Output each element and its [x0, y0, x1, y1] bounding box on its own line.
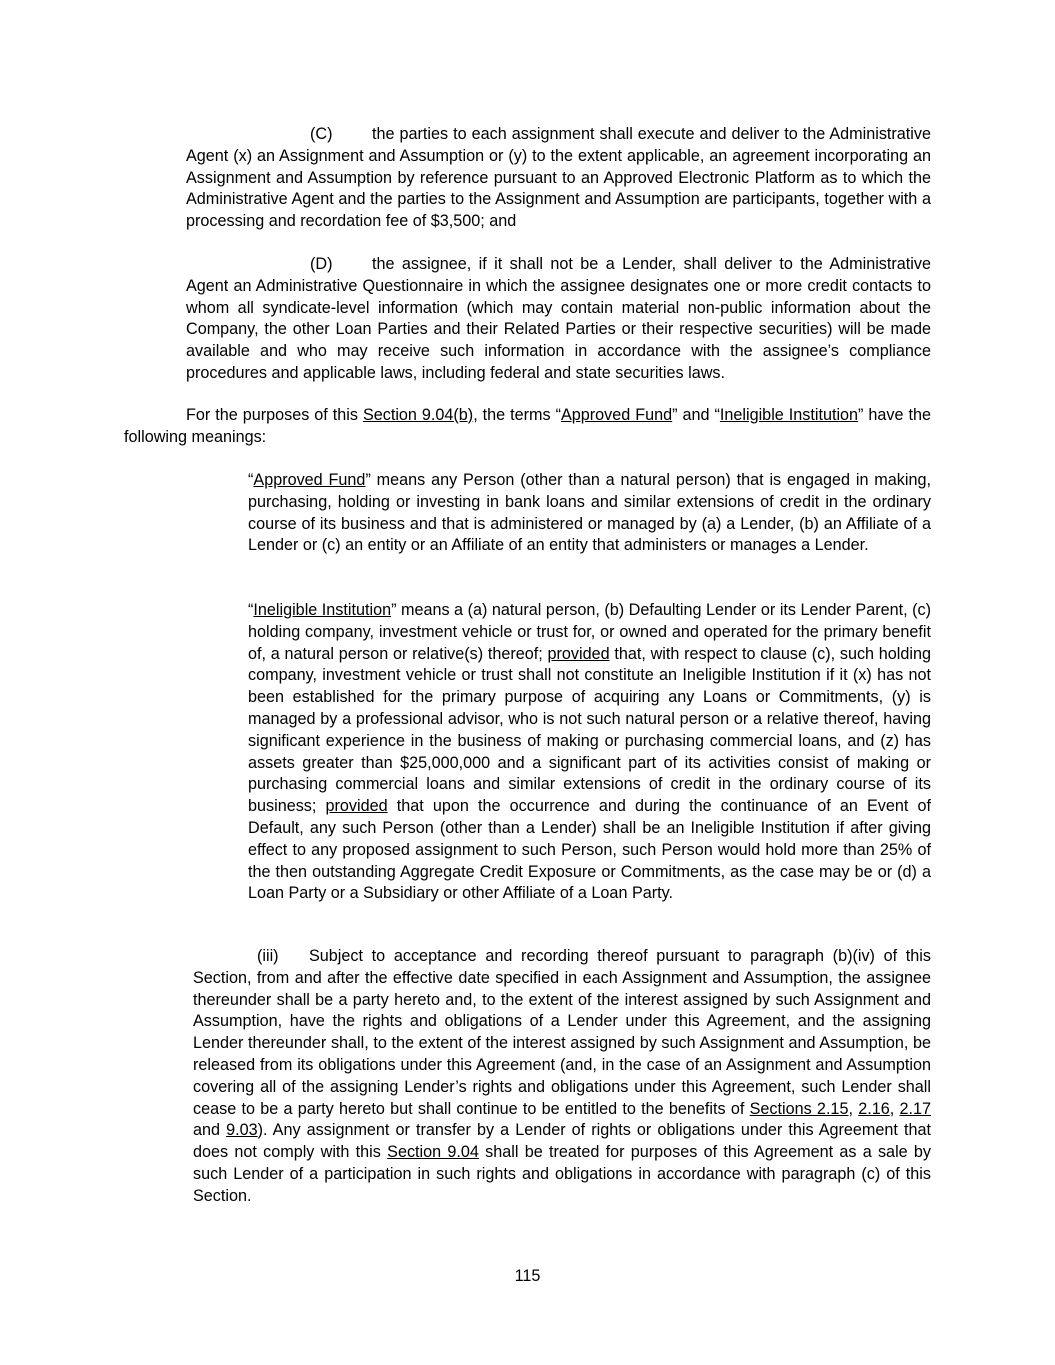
ref-2-17: 2.17 — [899, 1099, 932, 1118]
purposes-paragraph — [124, 405, 931, 449]
clause-iii-text3: shall be treated for purposes of this Agreement as a sale by such Lender of a participation in such rights and obligations in accordance with paragraph (c) of this Section. — [193, 1143, 932, 1205]
clause-iii-sep1: , — [848, 1099, 859, 1118]
purposes-pre: For the purposes of this — [186, 406, 363, 424]
def-ii-text2: that, with respect to clause (c), such holding company, investment vehicle or trust shall not constitute an Ineligible Institution if it (x) has not been established for the primary purpose of acquiring any Loans or Commitments, (y) is managed by a professional advisor, who is not such natural person or a relative thereof, having significant experience in the business of making or purchasing commercial loans, and (z) has assets greater than $25,000,000 and a significant part of its activities consist of making or purchasing commercial loans and similar extensions of credit in the ordinary course of its business; — [248, 644, 931, 816]
clause-iii-sep3: and — [193, 1121, 227, 1140]
def-af-text: ” means any Person (other than a natural person) that is engaged in making, purchasing, holding or investing in bank loans and similar extensions of credit in the ordinary course of its business and that is administered or managed by (a) a Lender, (b) an Affiliate of a Lender or (c) an entity or an Affiliate of an entity that administers or manages a Lender. — [248, 471, 931, 555]
clause-c-paragraph — [186, 124, 931, 233]
def-ii-provided-1: provided — [547, 644, 610, 663]
term-approved-fund: Approved Fund — [560, 406, 673, 424]
def-ii-provided-2: provided — [325, 797, 388, 816]
def-af-quote: “ — [248, 471, 254, 489]
def-ii-quote: “ — [248, 601, 254, 619]
term-ineligible-institution: Ineligible Institution — [719, 406, 859, 424]
definition-approved-fund — [248, 470, 931, 557]
purposes-post: ” have the following meanings: — [124, 406, 931, 446]
clause-iii-text2: ). Any assignment or transfer by a Lender of rights or obligations under this Agreement that does not comply with this — [193, 1121, 931, 1162]
purposes-mid2: ” and “ — [672, 406, 720, 424]
def-ii-text3: that upon the occurrence and during the continuance of an Event of Default, any such Person (other than a Lender) shall be an Ineligible Institution if after giving effect to any proposed assignment to such Person, such Person would hold more than 25% of the then outstanding Aggregate Credit Exposure or Commitments, as the case may be or (d) a Loan Party or a Subsidiary or other Affiliate of a Loan Party. — [248, 797, 931, 903]
section-ref-9-04-b: Section 9.04(b) — [362, 406, 474, 424]
ref-9-03: 9.03 — [226, 1121, 258, 1140]
ref-section-9-04: Section 9.04 — [387, 1143, 479, 1162]
clause-d-paragraph — [186, 254, 931, 385]
definition-ineligible-institution — [248, 600, 931, 905]
clause-c-text: the parties to each assignment shall execute and deliver to the Administrative Agent (x) an Assignment and Assumption or (y) to the extent applicable, an agreement incorporating an Assignment and Assumption by reference pursuant to an Approved Electronic Platform as to which the Administrative Agent and the parties to the Assignment and Assumption are participants, together with a processing and recordation fee of $3,500; and — [186, 125, 931, 231]
def-af-term: Approved Fund — [253, 471, 366, 489]
ref-sections-2-15: Sections 2.15 — [749, 1099, 849, 1118]
clause-iii-sep2: , — [889, 1099, 900, 1118]
clause-iii-paragraph — [193, 946, 931, 1208]
clause-d-label: (D) — [310, 255, 333, 273]
page-number: 115 — [514, 1267, 541, 1285]
purposes-mid1: , the terms “ — [473, 406, 561, 424]
def-ii-text1: ” means a (a) natural person, (b) Defaulting Lender or its Lender Parent, (c) holding company, investment vehicle or trust for, or owned and operated for the primary benefit of, a natural person or relative(s) thereof; — [248, 601, 931, 663]
def-ii-term: Ineligible Institution — [253, 601, 392, 619]
clause-c-label: (C) — [310, 125, 333, 143]
clause-iii-text1: Subject to acceptance and recording thereof pursuant to paragraph (b)(iv) of this Section, from and after the effective date specified in each Assignment and Assumption, the assignee thereunder shall be a party hereto and, to the extent of the interest assigned by such Assignment and Assumption, have the rights and obligations of a Lender under this Agreement, and the assigning Lender thereunder shall, to the extent of the interest assigned by such Assignment and Assumption, be released from its obligations under this Agreement (and, in the case of an Assignment and Assumption covering all of the assigning Lender’s rights and obligations under this Agreement, such Lender shall cease to be a party hereto but shall continue to be entitled to the benefits of — [193, 947, 931, 1118]
clause-d-text: the assignee, if it shall not be a Lender, shall deliver to the Administrative Agent an Administrative Questionnaire in which the assignee designates one or more credit contacts to whom all syndicate-level information (which may contain material non-public information about the Company, the other Loan Parties and their Related Parties or their respective securities) will be made available and who may receive such information in accordance with the assignee’s compliance procedures and applicable laws, including federal and state securities laws. — [186, 255, 931, 382]
ref-2-16: 2.16 — [858, 1099, 890, 1118]
clause-iii-label: (iii) — [257, 947, 279, 965]
